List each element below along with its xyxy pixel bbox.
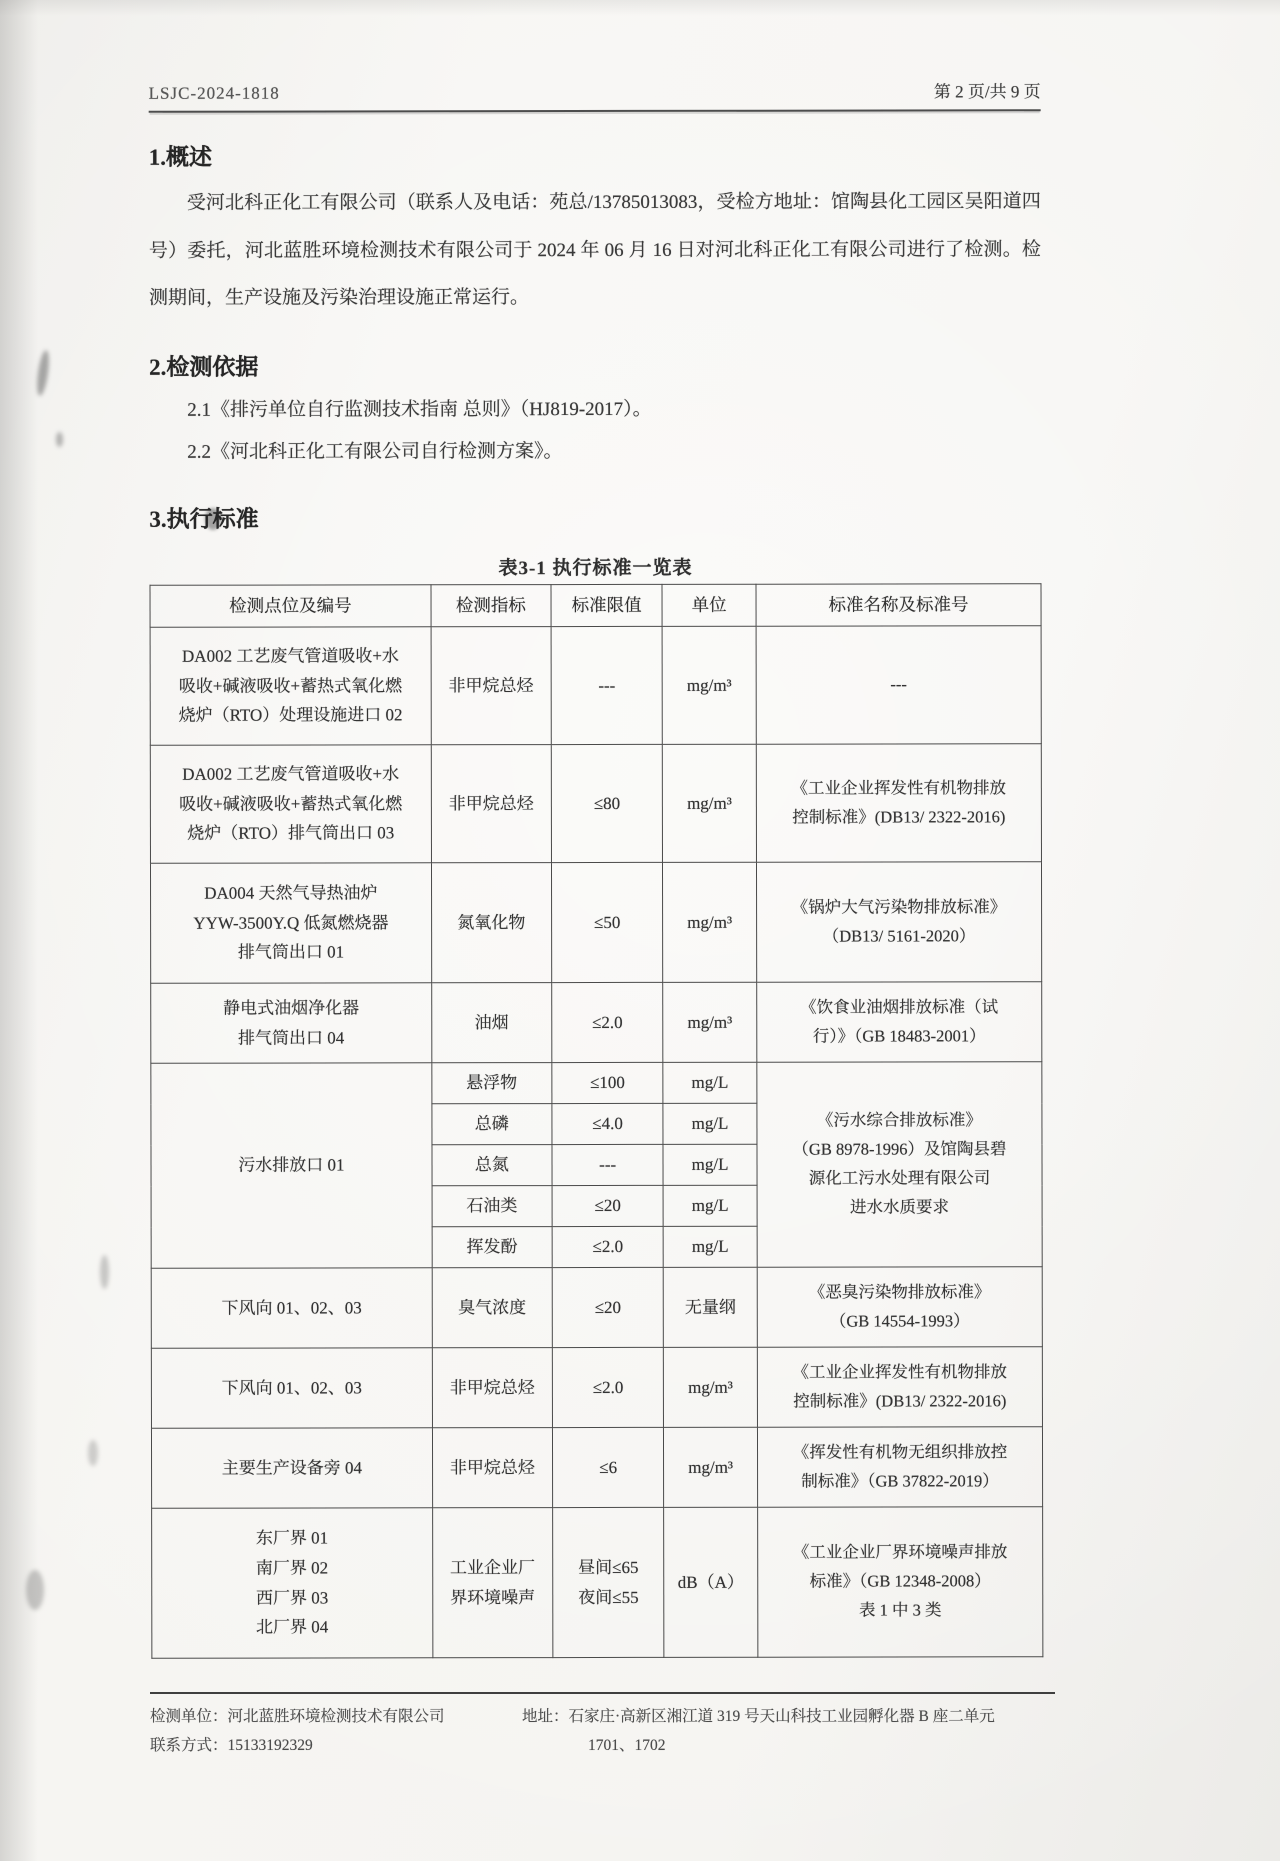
table-row (151, 1267, 1042, 1349)
footer-contact: 联系方式：15133192329 (150, 1736, 313, 1754)
table-cell-limit: ≤2.0 (552, 982, 664, 1062)
basis-item-1: 2.1《排污单位自行监测技术指南 总则》（HJ819-2017）。 (187, 398, 652, 421)
document-content (149, 77, 1044, 1659)
table-cell-unit: mg/L (663, 1103, 757, 1144)
table-cell-indicator: 臭气浓度 (432, 1268, 552, 1348)
table-cell-standard: 《锅炉大气污染物排放标准》 （DB13/ 5161-2020） (756, 862, 1041, 982)
document-header (149, 77, 1041, 113)
table-cell-standard: 《工业企业厂界环境噪声排放 标准》（GB 12348-2008） 表 1 中 3 类 (757, 1507, 1042, 1657)
table-cell-standard: 《饮食业油烟排放标准（试 行）》（GB 18483-2001） (757, 982, 1042, 1062)
table-cell-unit: mg/L (663, 1226, 757, 1267)
table-cell-unit: mg/L (663, 1144, 757, 1185)
scan-edge-shadow (0, 0, 1280, 16)
table-cell-indicator: 工业企业厂 界环境噪声 (432, 1508, 553, 1658)
section-3-title: 3.执行标准 (149, 506, 259, 532)
table-row (150, 744, 1041, 864)
table-cell-limit: ≤80 (551, 744, 663, 862)
col-header-unit: 单位 (662, 584, 756, 626)
table-cell-point: 主要生产设备旁 04 (151, 1428, 432, 1508)
table-cell-indicator: 非甲烷总烃 (431, 627, 551, 745)
table-cell-unit: mg/m³ (663, 744, 757, 862)
col-header-standard: 标准名称及标准号 (756, 584, 1041, 626)
table-cell-standard: --- (756, 626, 1041, 744)
table-cell-indicator: 非甲烷总烃 (431, 745, 551, 863)
table-cell-standard: 《恶臭污染物排放标准》 （GB 14554-1993） (757, 1267, 1042, 1347)
table-cell-indicator: 非甲烷总烃 (432, 1428, 552, 1508)
table-cell-unit: mg/m³ (663, 862, 757, 982)
table-cell-unit: mg/m³ (663, 982, 757, 1062)
scan-smudge (56, 432, 63, 447)
table-cell-point: 污水排放口 01 (151, 1063, 432, 1268)
scan-smudge (100, 1255, 109, 1289)
table-cell-limit: 昼间≤65 夜间≤55 (553, 1507, 665, 1657)
table-row (151, 1347, 1042, 1429)
footer-line-2 (150, 1732, 1055, 1761)
table-cell-standard: 《挥发性有机物无组织排放控 制标准》（GB 37822-2019） (757, 1427, 1042, 1507)
table-cell-point: 下风向 01、02、03 (151, 1348, 432, 1428)
overview-paragraph: 受河北科正化工有限公司（联系人及电话：苑总/13785013083，受检方地址：馆陶县化工园区吴阳道四号）委托，河北蓝胜环境检测技术有限公司于 2024 年 06 月 16 日对河北科正化工有限公司进行了检测。检测期间，生产设施及污染治理设施正常运行。 (148, 191, 1041, 309)
table-cell-limit: --- (551, 626, 663, 744)
table-row (150, 626, 1041, 746)
table-cell-unit: mg/m³ (662, 626, 756, 744)
table-cell-unit: dB（A） (664, 1507, 758, 1657)
table-cell-standard: 《污水综合排放标准》 （GB 8978-1996）及馆陶县碧 源化工污水处理有限公司 进水水质要求 (757, 1062, 1042, 1267)
table-cell-point: DA002 工艺废气管道吸收+水 吸收+碱液吸收+蓄热式氧化燃 烧炉（RTO）处理设施进口 02 (150, 627, 431, 745)
table-cell-indicator: 悬浮物 (431, 1063, 551, 1104)
table-cell-limit: ≤50 (551, 862, 663, 982)
table-cell-indicator: 氮氧化物 (431, 863, 551, 983)
footer-address-line2: 1701、1702 (588, 1736, 666, 1754)
table-cell-standard: 《工业企业挥发性有机物排放 控制标准》(DB13/ 2322-2016) (757, 1347, 1042, 1427)
table-cell-point: 静电式油烟净化器 排气筒出口 04 (151, 983, 432, 1063)
table-cell-unit: mg/L (663, 1062, 757, 1103)
col-header-indicator: 检测指标 (431, 585, 551, 627)
table-row (151, 1427, 1042, 1509)
table-cell-indicator: 总氮 (432, 1145, 552, 1186)
col-header-limit: 标准限值 (551, 584, 662, 626)
table-cell-limit: ≤20 (552, 1267, 664, 1347)
footer-address: 地址：石家庄·高新区湘江道 319 号天山科技工业园孵化器 B 座二单元 (522, 1708, 995, 1725)
table-cell-indicator: 非甲烷总烃 (432, 1348, 552, 1428)
table-cell-limit: ≤2.0 (552, 1226, 663, 1267)
table-cell-point: DA004 天然气导热油炉 YYW-3500Y.Q 低氮燃烧器 排气筒出口 01 (150, 863, 431, 983)
table-row (150, 862, 1041, 984)
table-cell-point: 东厂界 01 南厂界 02 西厂界 03 北厂界 04 (152, 1508, 433, 1658)
footer-lab-name: 检测单位：河北蓝胜环境检测技术有限公司 (150, 1708, 445, 1725)
table-caption: 表3-1 执行标准一览表 (498, 557, 693, 580)
table-cell-limit: ≤4.0 (552, 1103, 663, 1144)
table-cell-unit: 无量纲 (664, 1267, 758, 1347)
document-footer (150, 1692, 1055, 1760)
scan-smudge (26, 1570, 44, 1610)
footer-line-1 (150, 1703, 1055, 1732)
table-cell-unit: mg/L (663, 1185, 757, 1226)
table-cell-indicator: 总磷 (432, 1104, 552, 1145)
table-cell-indicator: 油烟 (431, 983, 551, 1063)
table-cell-standard: 《工业企业挥发性有机物排放 控制标准》(DB13/ 2322-2016) (756, 744, 1041, 862)
table-cell-limit: ≤20 (552, 1185, 663, 1226)
table-row (151, 1062, 1042, 1105)
document-number: LSJC-2024-1818 (148, 83, 280, 103)
table-cell-limit: ≤2.0 (552, 1347, 664, 1427)
table-cell-limit: ≤6 (552, 1427, 664, 1507)
table-cell-limit: ≤100 (552, 1062, 663, 1103)
table-header-row (150, 584, 1041, 628)
table-cell-unit: mg/m³ (664, 1427, 758, 1507)
table-cell-unit: mg/m³ (664, 1347, 758, 1427)
standards-table (150, 583, 1044, 1659)
page-number: 第 2 页/共 9 页 (933, 82, 1041, 102)
table-cell-indicator: 挥发酚 (432, 1227, 552, 1268)
col-header-point: 检测点位及编号 (150, 585, 431, 627)
table-cell-indicator: 石油类 (432, 1186, 552, 1227)
section-2-title: 2.检测依据 (149, 354, 259, 380)
table-row (152, 1507, 1043, 1659)
basis-item-2: 2.2《河北科正化工有限公司自行检测方案》。 (187, 441, 563, 463)
scan-smudge (88, 1440, 98, 1466)
table-row (151, 982, 1042, 1064)
table-cell-point: 下风向 01、02、03 (151, 1268, 432, 1348)
section-1-title: 1.概述 (148, 144, 213, 170)
table-cell-limit: --- (552, 1144, 663, 1185)
table-cell-point: DA002 工艺废气管道吸收+水 吸收+碱液吸收+蓄热式氧化燃 烧炉（RTO）排气筒出口 03 (150, 745, 431, 863)
